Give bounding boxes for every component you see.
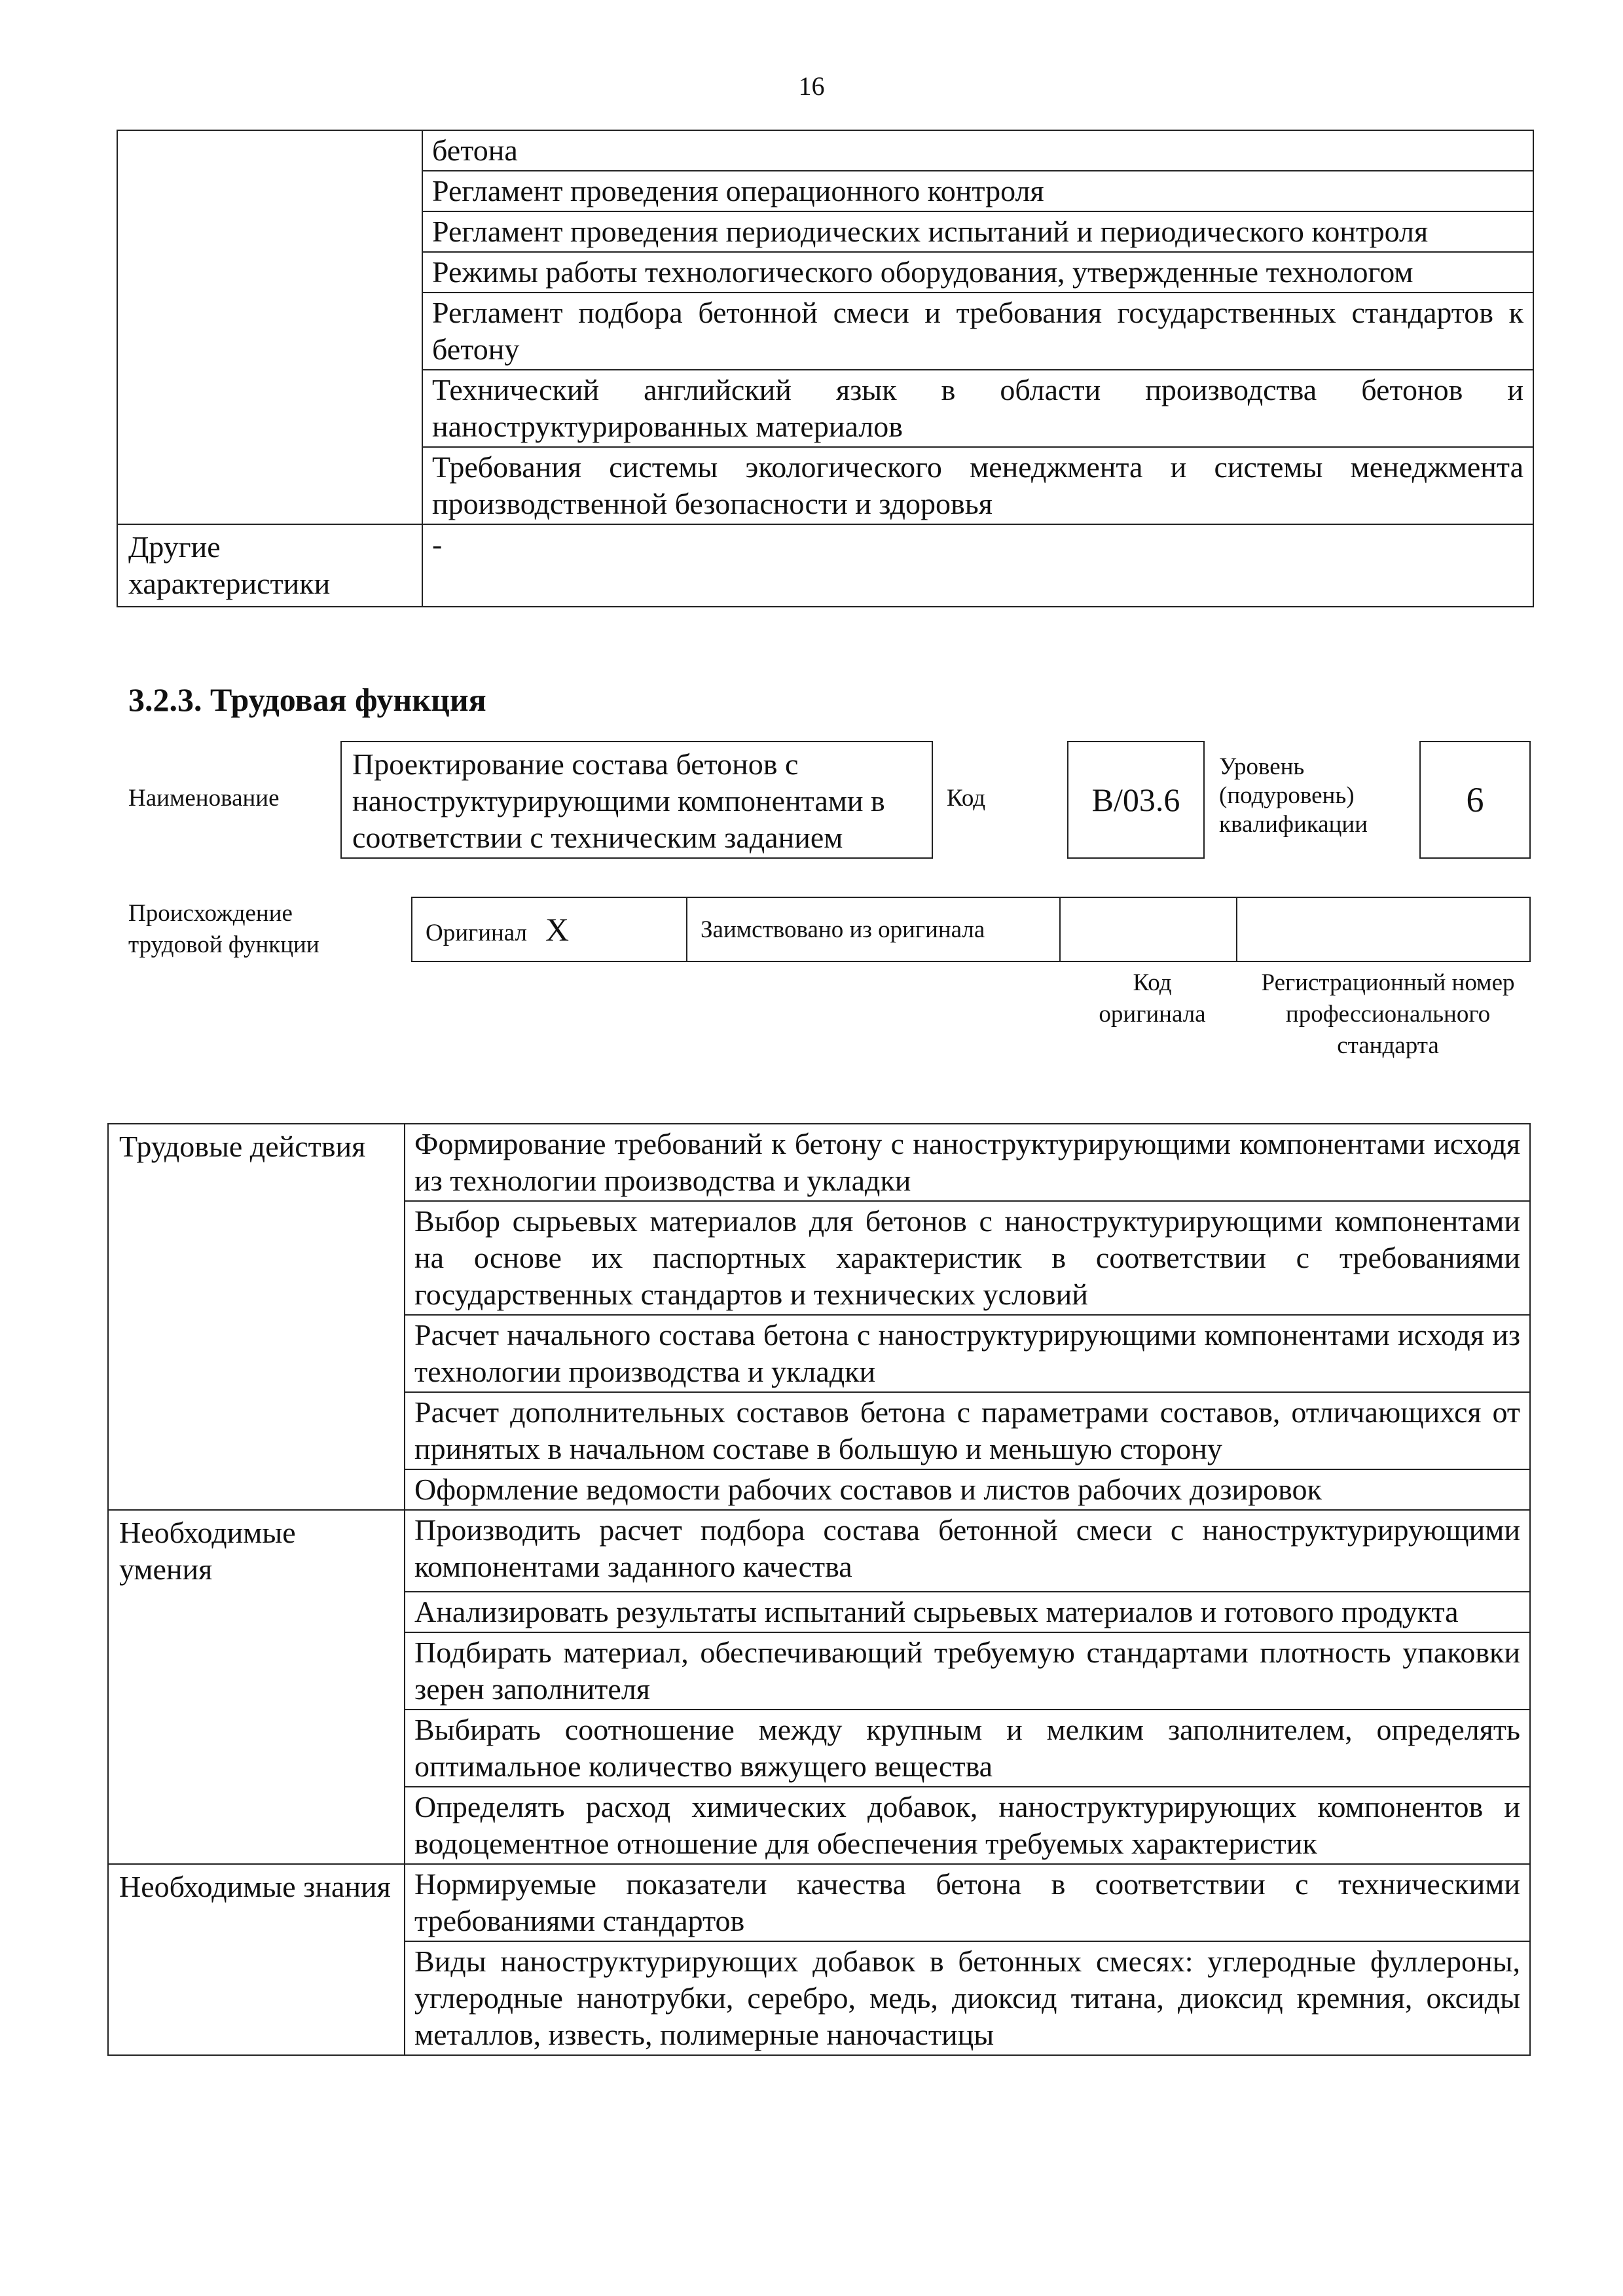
- labor-function-table: [107, 1123, 1531, 2056]
- level-label: Уровень (подуровень) квалификации: [1219, 753, 1368, 838]
- table-cell: [405, 1469, 1530, 1510]
- table-row: [117, 524, 1533, 607]
- table-row: [108, 1864, 1530, 1941]
- table-row: [108, 1392, 1530, 1469]
- cell-text: Подбирать материал, обеспечивающий требуемую стандартами плотность упаковки зерен заполнителя: [414, 1636, 1520, 1706]
- table-cell: [405, 1787, 1530, 1864]
- table-cell: [422, 252, 1533, 293]
- group-label-cell: [108, 1632, 405, 1710]
- cell-text: бетона: [432, 134, 518, 167]
- group-label: Трудовые действия: [119, 1130, 366, 1163]
- table-row: [108, 1592, 1530, 1632]
- table-cell: [422, 293, 1533, 370]
- table-row: [108, 1469, 1530, 1510]
- table-cell: [405, 1124, 1530, 1201]
- group-label-cell: [108, 1124, 405, 1201]
- cell-text: Производить расчет подбора состава бетонной смеси с наноструктурирующими компонентами заданного качества: [414, 1513, 1520, 1583]
- table-row: [108, 1710, 1530, 1787]
- requirements-continuation-table: [117, 130, 1534, 607]
- cell-text: Технический английский язык в области производства бетонов и наноструктурированных материалов: [432, 373, 1523, 443]
- table-cell: [405, 1592, 1530, 1632]
- name-label: Наименование: [128, 785, 280, 812]
- table-cell: [405, 1632, 1530, 1710]
- origin-label: Происхождение трудовой функции: [128, 900, 319, 958]
- section-heading: 3.2.3. Трудовая функция: [128, 681, 486, 718]
- group-label-cell: [108, 1864, 405, 1941]
- cell-text: Режимы работы технологического оборудования, утвержденные технологом: [432, 255, 1413, 289]
- cell-text: Расчет начального состава бетона с наноструктурирующими компонентами исходя из технологии производства и укладки: [414, 1318, 1520, 1388]
- borrowed-cell: [687, 897, 1060, 961]
- table-row: [108, 1632, 1530, 1710]
- table-cell: [422, 370, 1533, 447]
- table-cell: [405, 1510, 1530, 1592]
- table-row: [108, 1124, 1530, 1201]
- cell-text: Оформление ведомости рабочих составов и листов рабочих дозировок: [414, 1473, 1322, 1506]
- registration-number-cell: [1237, 897, 1530, 961]
- table-cell: [405, 1710, 1530, 1787]
- cell-text: Регламент проведения операционного контроля: [432, 174, 1044, 207]
- code-label: Код: [947, 785, 986, 812]
- table-cell: [422, 211, 1533, 252]
- cell-text: Регламент подбора бетонной смеси и требования государственных стандартов к бетону: [432, 296, 1523, 366]
- group-label: Необходимые умения: [119, 1516, 296, 1586]
- level-value-box: 6: [1419, 741, 1531, 859]
- code-value-box: B/03.6: [1067, 741, 1205, 859]
- group-label-cell: [108, 1510, 405, 1592]
- table-cell: [405, 1941, 1530, 2055]
- cell-text: Нормируемые показатели качества бетона в соответствии с техническими требованиями стандартов: [414, 1867, 1520, 1937]
- other-characteristics-value: -: [432, 528, 443, 561]
- original-code-cell: [1060, 897, 1237, 961]
- code-original-caption: Код оригинала: [1099, 969, 1206, 1028]
- table-row: [108, 1787, 1530, 1864]
- table-row: [108, 1941, 1530, 2055]
- cell-text: Требования системы экологического менеджмента и системы менеджмента производственной безопасности и здоровья: [432, 450, 1523, 520]
- group-label-cell: [108, 1592, 405, 1632]
- table-cell-empty: [117, 130, 422, 524]
- table-row: [412, 897, 1530, 961]
- cell-text: Анализировать результаты испытаний сырьевых материалов и готового продукта: [414, 1595, 1459, 1628]
- table-cell: [405, 1392, 1530, 1469]
- cell-text: Формирование требований к бетону с наноструктурирующими компонентами исходя из технологии производства и укладки: [414, 1127, 1520, 1197]
- group-label-cell: [108, 1469, 405, 1510]
- original-label: Оригинал: [426, 920, 528, 946]
- table-row: [108, 1315, 1530, 1392]
- group-label-cell: [108, 1787, 405, 1864]
- cell-text: Виды наноструктурирующих добавок в бетонных смесях: углеродные фуллероны, углеродные нанотрубки, серебро, медь, диоксид титана, диоксид кремния, оксиды металлов, известь, полимерные наночастицы: [414, 1945, 1520, 2051]
- registration-number-caption: Регистрационный номер профессионального стандарта: [1261, 969, 1515, 1059]
- borrowed-label: Заимствовано из оригинала: [701, 916, 985, 943]
- group-label-cell: [108, 1710, 405, 1787]
- origin-table: [411, 897, 1531, 962]
- group-label: Необходимые знания: [119, 1870, 391, 1903]
- table-cell: [405, 1864, 1530, 1941]
- table-cell: [422, 130, 1533, 171]
- table-row: [117, 130, 1533, 171]
- cell-text: Выбирать соотношение между крупным и мелким заполнителем, определять оптимальное количество вяжущего вещества: [414, 1713, 1520, 1783]
- group-label-cell: [108, 1201, 405, 1315]
- table-cell: [117, 524, 422, 607]
- table-cell: [405, 1315, 1530, 1392]
- group-label-cell: [108, 1315, 405, 1392]
- cell-text: Расчет дополнительных составов бетона с параметрами составов, отличающихся от принятых в начальном составе в большую и меньшую сторону: [414, 1395, 1520, 1465]
- other-characteristics-label: Другие характеристики: [128, 530, 331, 600]
- cell-text: Регламент проведения периодических испытаний и периодического контроля: [432, 215, 1429, 248]
- group-label-cell: [108, 1392, 405, 1469]
- table-row: [108, 1510, 1530, 1592]
- table-cell: [422, 171, 1533, 211]
- function-name-box: Проектирование состава бетонов с наноструктурирующими компонентами в соответствии с техническим заданием: [340, 741, 933, 859]
- original-cell: [412, 897, 687, 961]
- table-row: [108, 1201, 1530, 1315]
- original-mark: X: [545, 911, 570, 948]
- page-number: 16: [798, 71, 825, 101]
- cell-text: Определять расход химических добавок, наноструктурирующих компонентов и водоцементное отношение для обеспечения требуемых характеристик: [414, 1790, 1520, 1860]
- group-label-cell: [108, 1941, 405, 2055]
- table-cell: [422, 524, 1533, 607]
- table-cell: [422, 447, 1533, 524]
- table-cell: [405, 1201, 1530, 1315]
- cell-text: Выбор сырьевых материалов для бетонов с наноструктурирующими компонентами на основе их паспортных характеристик в соответствии с требованиями государственных стандартов и технических условий: [414, 1204, 1520, 1311]
